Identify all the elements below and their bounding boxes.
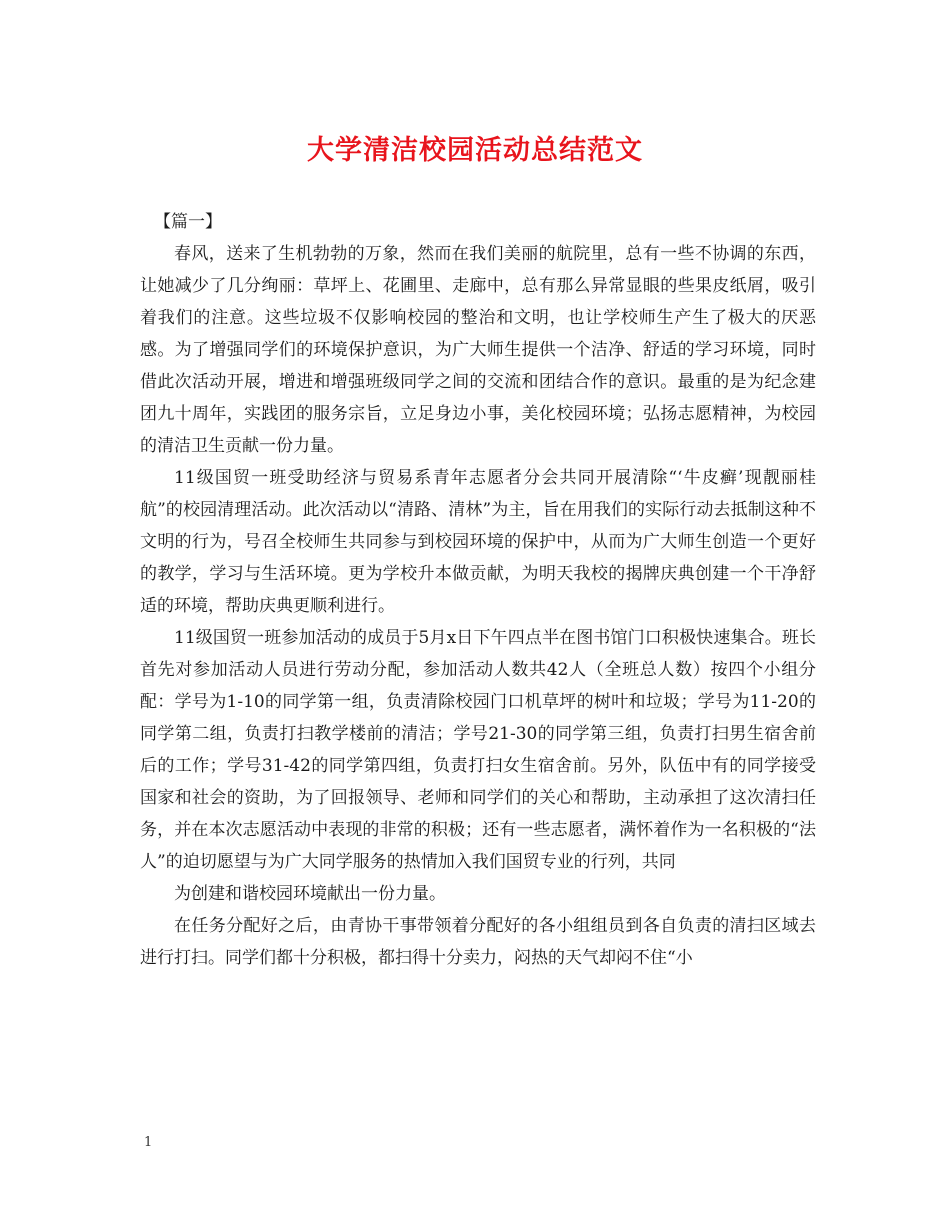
- paragraph: 11级国贸一班参加活动的成员于5月x日下午四点半在图书馆门口积极快速集合。班长首先对参加活动人员进行劳动分配，参加活动人数共42人（全班总人数）按四个小组分配：学号为1-10的同学第一组，负责清除校园门口机草坪的树叶和垃圾；学号为11-20的同学第二组，负责打扫教学楼前的清洁；学号21-30的同学第三组，负责打扫男生宿舍前后的工作；学号31-42的同学第四组，负责打扫女生宿舍前。另外，队伍中有的同学接受国家和社会的资助，为了回报领导、老师和同学们的关心和帮助，主动承担了这次清扫任务，并在本次志愿活动中表现的非常的积极；还有一些志愿者，满怀着作为一名积极的“法人”的迫切愿望与为广大同学服务的热情加入我们国贸专业的行列，共同: [140, 628, 816, 872]
- paragraph: 在任务分配好之后，由青协干事带领着分配好的各小组组员到各自负责的清扫区域去进行打扫。同学们都十分积极，都扫得十分卖力，闷热的天气却闷不住“小: [140, 916, 816, 968]
- section-label: 【篇一】: [154, 212, 222, 232]
- document-body: [140, 206, 816, 974]
- paragraph: 春风，送来了生机勃勃的万象，然而在我们美丽的航院里，总有一些不协调的东西，让她减少了几分绚丽：草坪上、花圃里、走廊中，总有那么异常显眼的些果皮纸屑，吸引着我们的注意。这些垃圾不仅影响校园的整治和文明，也让学校师生产生了极大的厌恶感。为了增强同学们的环境保护意识，为广大师生提供一个洁净、舒适的学习环境，同时借此次活动开展，增进和增强班级同学之间的交流和团结合作的意识。最重的是为纪念建团九十周年，实践团的服务宗旨，立足身边小事，美化校园环境；弘扬志愿精神，为校园的清洁卫生贡献一份力量。: [140, 244, 816, 456]
- page-number: 1: [144, 1135, 153, 1150]
- document-title: 大学清洁校园活动总结范文: [307, 135, 643, 166]
- paragraph: 为创建和谐校园环境献出一份力量。: [174, 884, 446, 904]
- paragraph: 11级国贸一班受助经济与贸易系青年志愿者分会共同开展清除“‘牛皮癣’现靓丽桂航”的校园清理活动。此次活动以“清路、清林”为主，旨在用我们的实际行动去抵制这种不文明的行为，号召全校师生共同参与到校园环境的保护中，从而为广大师生创造一个更好的教学，学习与生活环境。更为学校升本做贡献，为明天我校的揭牌庆典创建一个干净舒适的环境，帮助庆典更顺利进行。: [140, 468, 816, 616]
